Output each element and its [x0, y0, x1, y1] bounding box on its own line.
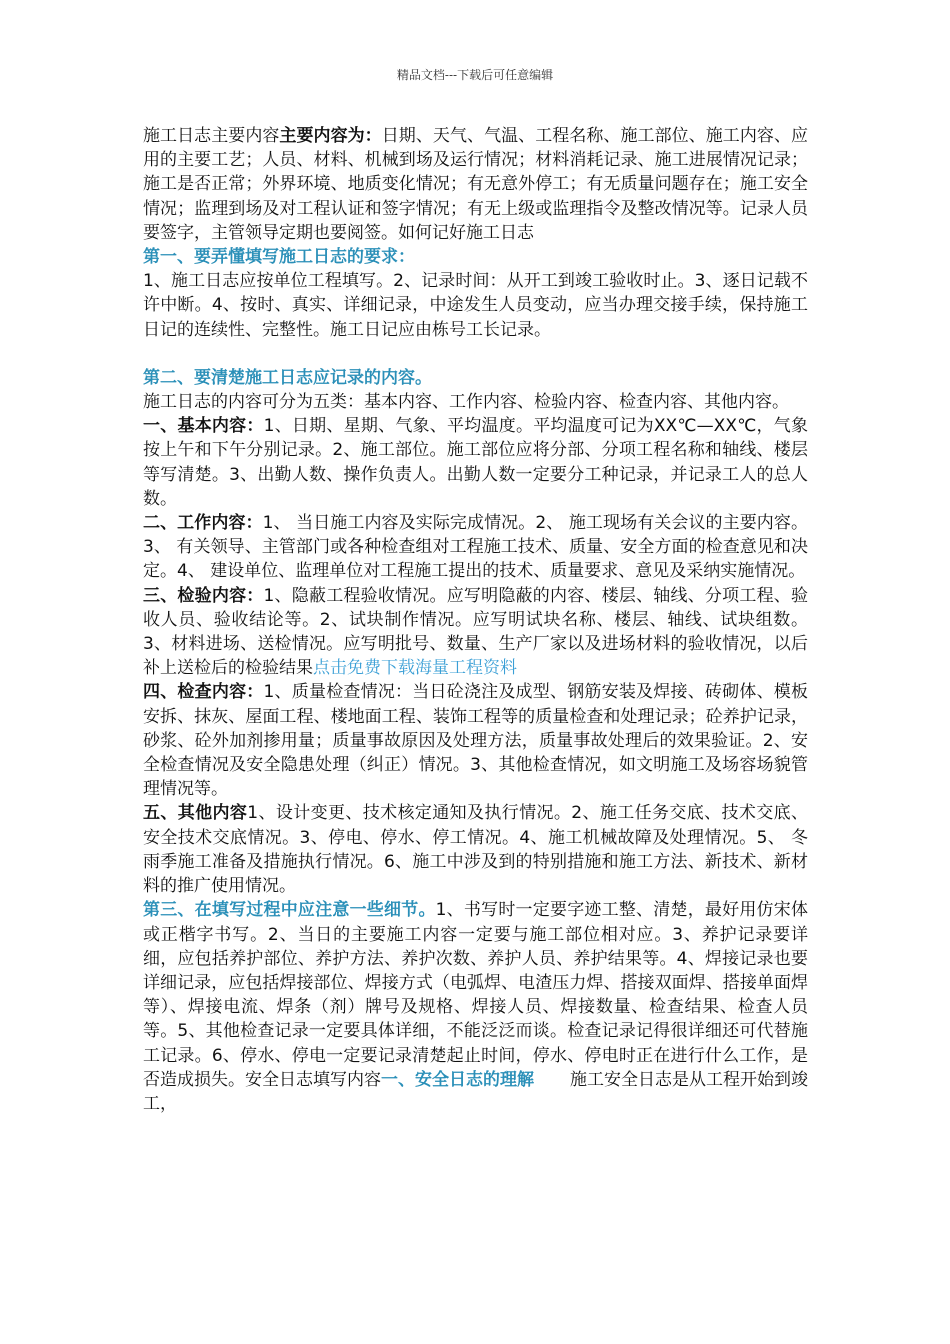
section3-paragraph	[143, 898, 808, 1116]
check-content-text: 1、质量检查情况：当日砼浇注及成型、钢筋安装及焊接、砖砌体、模板安拆、抹灰、屋面工程、楼地面工程、装饰工程等的质量检查和处理记录；砼养护记录，砂浆、砼外加剂掺用量；质量事故原因及处理方法，质量事故处理后的效果验证。2、安全检查情况及安全隐患处理（纠正）情况。3、其他检查情况，如文明施工及场容场貌管理情况等。	[143, 682, 808, 800]
intro-paragraph	[143, 124, 808, 245]
basic-content-label: 一、基本内容：	[143, 416, 264, 437]
work-content-paragraph	[143, 511, 808, 584]
section1-text: 1、施工日志应按单位工程填写。2、记录时间：从开工到竣工验收时止。3、逐日记载不许中断。4、按时、真实、详细记录，中途发生人员变动，应当办理交接手续，保持施工日记的连续性、完整性。施工日记应由栋号工长记录。	[143, 271, 808, 340]
other-content-label: 五、其他内容	[143, 803, 248, 824]
basic-content-paragraph	[143, 414, 808, 511]
download-link[interactable]: 点击免费下载海量工程资料	[313, 658, 517, 679]
check-content-label: 四、检查内容：	[143, 682, 264, 703]
section3-text: 1、书写时一定要字迹工整、清楚，最好用仿宋体或正楷字书写。2、当日的主要施工内容一定要与施工部位相对应。3、养护记录要详细，应包括养护部位、养护方法、养护次数、养护人员、养护结果等。4、焊接记录也要详细记录，应包括焊接部位、焊接方式（电弧焊、电渣压力焊、搭接双面焊、搭接单面焊等）、焊接电流、焊条（剂）牌号及规格、焊接人员、焊接数量、检查结果、检查人员等。5、其他检查记录一定要具体详细，不能泛泛而谈。检查记录记得很详细还可代替施工记录。6、停水、停电一定要记录清楚起止时间，停水、停电时正在进行什么工作，是否造成损失。安全日志填写内容	[143, 900, 808, 1090]
work-content-text: 1、 当日施工内容及实际完成情况。2、 施工现场有关会议的主要内容。3、 有关领导、主管部门或各种检查组对工程施工技术、质量、安全方面的检查意见和决定。4、 建设单位、监理单位对工程施工提出的技术、质量要求、意见及采纳实施情况。	[143, 513, 808, 582]
page-header: 精品文档---下载后可任意编辑	[396, 68, 554, 82]
section2-intro: 施工日志的内容可分为五类：基本内容、工作内容、检验内容、检查内容、其他内容。	[143, 392, 789, 413]
work-content-label: 二、工作内容：	[143, 513, 263, 534]
inspection-content-paragraph	[143, 584, 808, 681]
section2-heading: 第二、要清楚施工日志应记录的内容。	[143, 367, 432, 388]
intro-lead: 施工日志主要内容	[143, 126, 280, 146]
section3-tail: 施工安全日志是从工程开始到竣工，	[143, 1069, 808, 1114]
intro-text: 日期、天气、气温、工程名称、施工部位、施工内容、应用的主要工艺；人员、材料、机械到场及运行情况；材料消耗记录、施工进展情况记录；施工是否正常；外界环境、地质变化情况；有无意外停工；有无质量问题存在；施工安全情况；监理到场及对工程认证和签字情况；有无上级或监理指令及整改情况等。记录人员要签字，主管领导定期也要阅签。如何记好施工日志	[143, 126, 809, 243]
check-content-paragraph	[143, 680, 808, 801]
paragraph-gap	[143, 342, 808, 366]
intro-bold: 主要内容为：	[279, 126, 382, 146]
section1-heading: 第一、要弄懂填写施工日志的要求：	[143, 247, 415, 268]
other-content-paragraph	[143, 801, 808, 898]
safety-log-heading: 一、安全日志的理解	[381, 1069, 534, 1090]
section3-heading: 第三、在填写过程中应注意一些细节。	[143, 900, 436, 921]
basic-content-text: 1、日期、星期、气象、平均温度。平均温度可记为XX℃—XX℃，气象按上午和下午分别记录。2、施工部位。施工部位应将分部、分项工程名称和轴线、楼层等写清楚。3、出勤人数、操作负责人。出勤人数一定要分工种记录，并记录工人的总人数。	[143, 416, 808, 509]
document-body	[143, 124, 808, 1116]
inspection-content-text: 1、隐蔽工程验收情况。应写明隐蔽的内容、楼层、轴线、分项工程、验收人员、验收结论等。2、试块制作情况。应写明试块名称、楼层、轴线、试块组数。3、材料进场、送检情况。应写明批号、数量、生产厂家以及进场材料的验收情况，以后补上送检后的检验结果	[143, 585, 808, 679]
inspection-content-label: 三、检验内容：	[143, 585, 264, 606]
other-content-text: 1、设计变更、技术核定通知及执行情况。2、施工任务交底、技术交底、安全技术交底情况。3、停电、停水、停工情况。4、施工机械故障及处理情况。5、 冬雨季施工准备及措施执行情况。6、施工中涉及到的特别措施和施工方法、新技术、新材料的推广使用情况。	[143, 803, 809, 897]
